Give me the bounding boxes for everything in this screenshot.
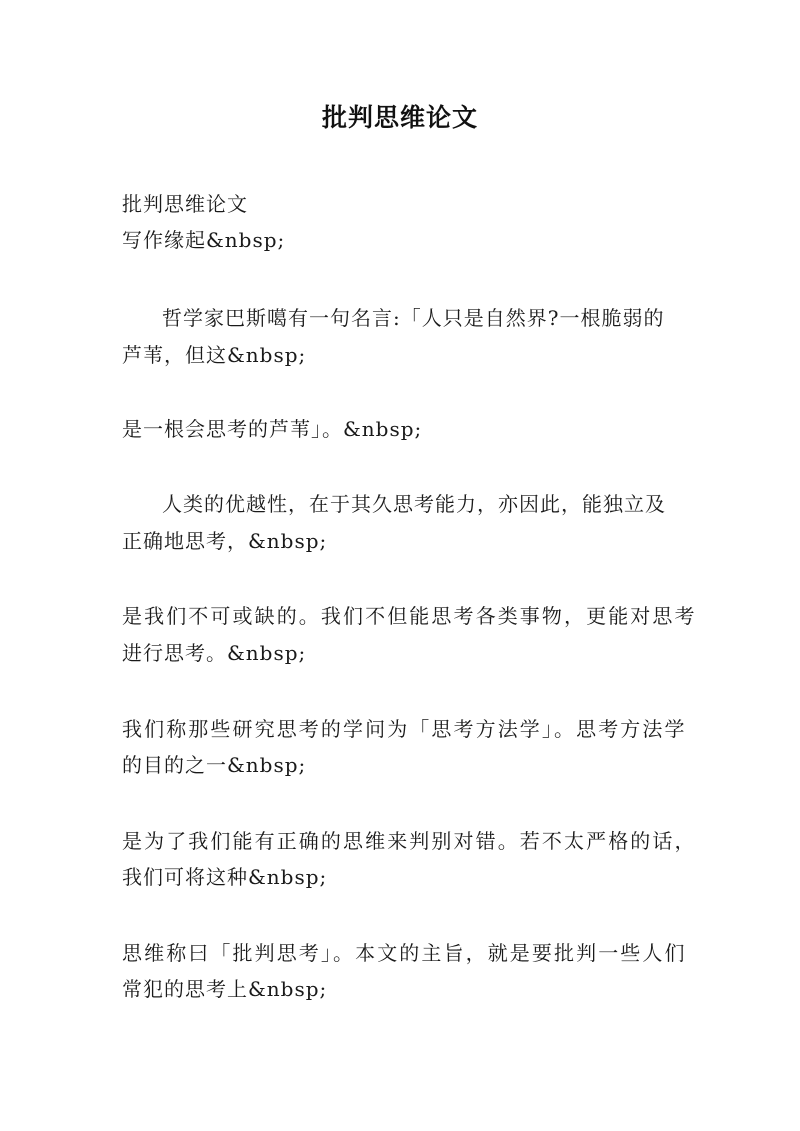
text-line: 正确地思考，&nbsp; <box>122 529 328 553</box>
text-line: 进行思考。&nbsp; <box>122 641 307 665</box>
text-line: 芦苇，但这&nbsp; <box>122 343 307 367</box>
text-line: 是为了我们能有正确的思维来判别对错。若不太严格的话， <box>122 829 697 853</box>
text-line: 是一根会思考的芦苇」。&nbsp; <box>122 417 423 441</box>
text-line: 常犯的思考上&nbsp; <box>122 977 328 1001</box>
document-title: 批判思维论文 <box>321 103 478 132</box>
paragraph-first-line: 哲学家巴斯噶有一句名言:「人只是自然界?一根脆弱的 <box>162 306 665 330</box>
text-line: 我们称那些研究思考的学问为「思考方法学」。思考方法学 <box>122 717 687 741</box>
paragraph-first-line: 人类的优越性，在于其久思考能力，亦因此，能独立及 <box>162 492 666 516</box>
text-line: 批判思维论文 <box>122 192 248 216</box>
text-line: 思维称曰「批判思考」。本文的主旨，就是要批判一些人们 <box>122 941 687 965</box>
text-line: 的目的之一&nbsp; <box>122 753 307 777</box>
text-line: 写作缘起&nbsp; <box>122 228 286 252</box>
text-line: 是我们不可或缺的。我们不但能思考各类事物，更能对思考 <box>122 604 697 628</box>
text-line: 我们可将这种&nbsp; <box>122 865 328 889</box>
